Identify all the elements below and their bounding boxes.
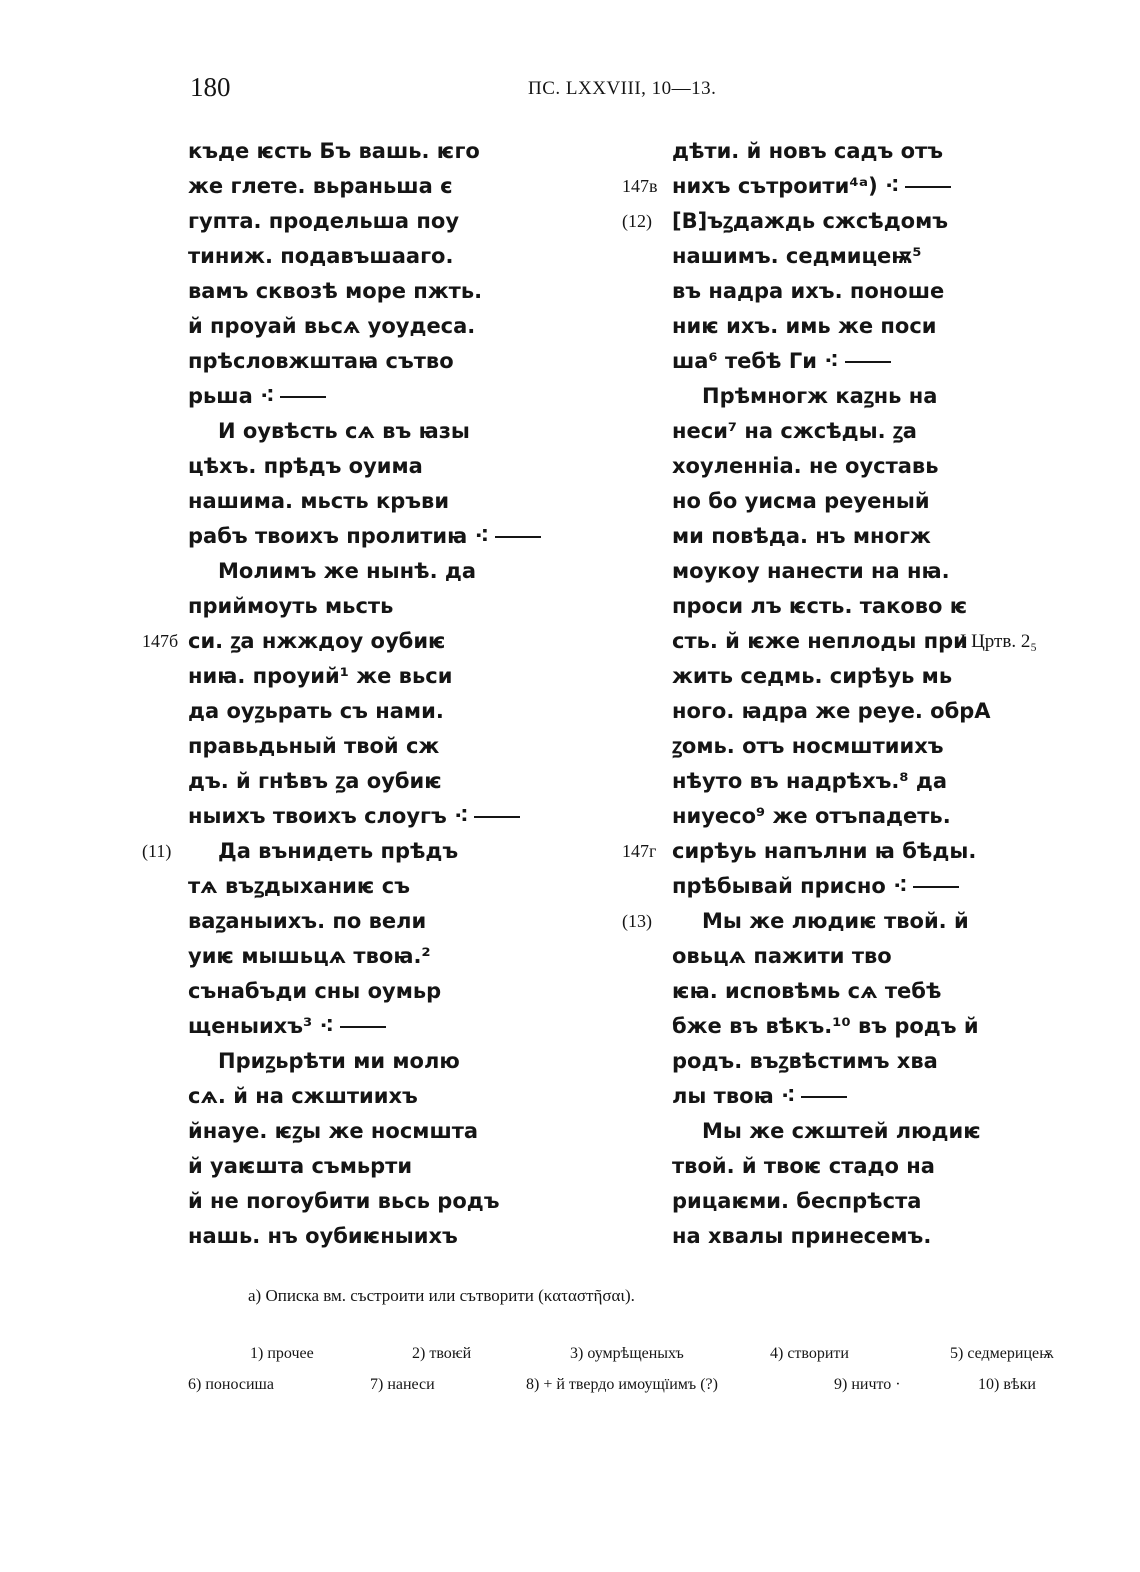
footnote-5: 5) седмерицеѭ xyxy=(950,1345,1055,1362)
verse-text: жить седмь. сирѣуь мь xyxy=(672,664,953,688)
right-column-line xyxy=(672,554,972,589)
verse-text: й уаѥшта съмьрти xyxy=(188,1154,413,1178)
left-column-line xyxy=(188,204,518,239)
right-column-line xyxy=(672,694,991,729)
verse-text: въ надра ихъ. поноше xyxy=(672,279,945,303)
left-column-line xyxy=(188,414,518,449)
verse-text: ныихъ твоихъ слоугъ ⁖ xyxy=(188,804,469,828)
right-column-line xyxy=(672,659,972,694)
verse-text: сть. й ѥже неплоды при xyxy=(672,629,968,653)
right-column-line xyxy=(672,589,972,624)
verse-text: нашима. мьсть кръви xyxy=(188,489,450,513)
left-column-line xyxy=(188,449,518,484)
right-column-line xyxy=(672,484,972,519)
left-column-line xyxy=(188,904,518,939)
right-column-line xyxy=(672,1009,979,1044)
verse-text: нѣуто въ надрѣхъ.⁸ да xyxy=(672,769,948,793)
left-column-line xyxy=(188,484,518,519)
left-column-line xyxy=(188,589,518,624)
verse-text: правьдьный твой сж xyxy=(188,734,440,758)
verse-text: вамъ сквозѣ море пжть. xyxy=(188,279,483,303)
verse-text: проси лъ ѥсть. таково ѥ xyxy=(672,594,968,618)
right-column-line xyxy=(672,764,972,799)
right-column-line xyxy=(672,869,972,904)
footnote-6: 6) поносиша xyxy=(188,1376,274,1393)
left-column-line xyxy=(188,379,518,414)
page-header xyxy=(0,72,1140,112)
verse-text: нихъ сътроити⁴ᵃ) ⁖ xyxy=(672,174,900,198)
footnotes-row-1 xyxy=(188,1345,1068,1373)
end-dash-rule xyxy=(280,396,326,398)
verse-text: й проуай вьсѧ уоудеса. xyxy=(188,314,476,338)
verse-text: прѣбывай присно ⁖ xyxy=(672,874,908,898)
end-dash-rule xyxy=(845,361,891,363)
right-column-line xyxy=(672,309,972,344)
footnote-9: 9) ничто · xyxy=(834,1376,901,1393)
right-text-column xyxy=(622,134,1037,1254)
left-column-line xyxy=(188,344,518,379)
right-column-line xyxy=(672,1149,972,1184)
right-column-line xyxy=(622,904,972,939)
verse-text: йнауе. ѥꙁы же носмшта xyxy=(188,1119,479,1143)
margin-number: 147б xyxy=(142,631,179,651)
right-column-line xyxy=(672,274,972,309)
verse-text: рабъ твоихъ пролитиꙗ ⁖ xyxy=(188,524,489,548)
verse-text: на хвалы принесемъ. xyxy=(672,1224,932,1248)
margin-number: 147г xyxy=(622,841,657,861)
verse-text: ꙁомь. отъ носмштиихъ xyxy=(672,734,944,758)
verse-text: Молимъ же нынѣ. да xyxy=(218,559,477,583)
verse-text: тѧ въꙁдыханиѥ съ xyxy=(188,874,410,898)
running-title: ПС. LXXVIII, 10—13. xyxy=(528,78,717,99)
end-dash-rule xyxy=(905,186,951,188)
verse-text: прѣсловжштаꙗ сътво xyxy=(188,349,454,373)
verse-text: Мы же сжштей людиѥ xyxy=(702,1119,981,1143)
verse-text: Мы же людиѥ твой. й xyxy=(702,909,969,933)
verse-text: гупта. продельша поу xyxy=(188,209,460,233)
footnote-10: 10) вѣки xyxy=(978,1376,1036,1393)
verse-text: да оуꙁьрать съ нами. xyxy=(188,699,444,723)
left-column-line xyxy=(188,1184,518,1219)
verse-text: сънабъди сны оумьр xyxy=(188,979,442,1003)
margin-number: (12) xyxy=(622,211,652,231)
verse-text: ниуесо⁹ же отъпадеть. xyxy=(672,804,951,828)
margin-number: (13) xyxy=(622,911,652,931)
right-column-line xyxy=(672,344,972,379)
verse-text: ша⁶ тебѣ Ги ⁖ xyxy=(672,349,839,373)
right-column-line xyxy=(672,379,972,414)
verse-text: же глете. вьраньша є xyxy=(188,174,453,198)
left-column-line xyxy=(188,309,518,344)
right-column-line xyxy=(622,204,972,239)
footnote-7: 7) нанеси xyxy=(370,1376,435,1393)
verse-text: уиѥ мышьцѧ твоꙗ.² xyxy=(188,944,431,968)
end-dash-rule xyxy=(340,1026,386,1028)
left-column-line xyxy=(188,134,518,169)
verse-text: Приꙁьрѣти ми молю xyxy=(218,1049,460,1073)
verse-text: но бо уисма реуеный xyxy=(672,489,930,513)
right-column-line xyxy=(672,239,972,274)
verse-text: си. ꙁа нжждоу оубиѥ xyxy=(188,629,446,653)
left-column-line xyxy=(188,659,518,694)
verse-text: хоуленніа. не оуставь xyxy=(672,454,939,478)
verse-text: ѥꙗ. исповѣмь сѧ тебѣ xyxy=(672,979,942,1003)
verse-text: овьцѧ пажити тво xyxy=(672,944,892,968)
verse-text: щеныихъ³ ⁖ xyxy=(188,1014,334,1038)
verse-text: родъ. въꙁвѣстимъ хва xyxy=(672,1049,938,1073)
verse-text: къде ѥсть Бъ вашь. ѥго xyxy=(188,139,480,163)
verse-text: бже въ вѣкъ.¹⁰ въ родъ й xyxy=(672,1014,979,1038)
left-column-line xyxy=(188,1079,518,1114)
left-column-line xyxy=(188,1114,518,1149)
verse-text: моукоу нанести на нꙗ. xyxy=(672,559,950,583)
verse-text: И оувѣсть сѧ въ ꙗзы xyxy=(218,419,470,443)
right-column-line xyxy=(672,1079,972,1114)
verse-text: [В]ъꙁдаждь сжсѣдомъ xyxy=(672,209,949,233)
left-column-line xyxy=(188,274,518,309)
cross-reference: I Цртв. 2₅ xyxy=(960,631,1037,652)
left-column-line xyxy=(188,554,518,589)
left-column-line xyxy=(188,799,518,834)
left-column-line xyxy=(188,1219,518,1254)
end-dash-rule xyxy=(474,816,520,818)
right-column-line xyxy=(672,519,972,554)
footnote-4: 4) створити xyxy=(770,1345,849,1362)
verse-text: ваꙁаныихъ. по вели xyxy=(188,909,427,933)
right-column-line xyxy=(672,134,972,169)
left-column-line xyxy=(188,1149,518,1184)
right-column-line xyxy=(672,1219,972,1254)
footnote-3: 3) оумрѣщеныхъ xyxy=(570,1345,684,1362)
end-dash-rule xyxy=(495,536,541,538)
verse-text: й не погоубити вьсь родъ xyxy=(188,1189,500,1213)
verse-text: дѣти. й новъ садъ отъ xyxy=(672,139,943,163)
verse-text: рьша ⁖ xyxy=(188,384,275,408)
verse-text: Прѣмногж каꙁнь на xyxy=(702,384,938,408)
left-column-line xyxy=(188,169,518,204)
right-column-line xyxy=(672,1114,981,1149)
verse-text: приймоуть мьсть xyxy=(188,594,394,618)
verse-text: ниѥ ихъ. имь же поси xyxy=(672,314,937,338)
end-dash-rule xyxy=(913,886,959,888)
left-column-line xyxy=(188,519,518,554)
footnote-2: 2) твоѥй xyxy=(412,1345,472,1362)
right-column-line xyxy=(622,834,977,869)
left-column-line xyxy=(188,239,518,274)
left-column-line xyxy=(142,624,518,659)
verse-text: тиниж. подавъшааго. xyxy=(188,244,454,268)
left-text-column xyxy=(142,134,518,1254)
verse-text: цѣхъ. прѣдъ оуима xyxy=(188,454,423,478)
verse-text: рицаѥми. беспрѣста xyxy=(672,1189,922,1213)
right-column-line xyxy=(672,799,972,834)
verse-text: ми повѣда. нъ многж xyxy=(672,524,931,548)
verse-text: неси⁷ на сжсѣды. ꙁа xyxy=(672,419,917,443)
left-column-line xyxy=(188,1044,518,1079)
left-column-line xyxy=(188,764,518,799)
verse-text: нашь. нъ оубиѥныихъ xyxy=(188,1224,458,1248)
right-column-line xyxy=(672,1184,972,1219)
margin-number: 147в xyxy=(622,176,658,196)
right-column-line xyxy=(672,624,1037,659)
right-column-line xyxy=(672,974,972,1009)
end-dash-rule xyxy=(801,1096,847,1098)
left-column-line xyxy=(188,939,518,974)
verse-text: нашимъ. седмицеѭ⁵ xyxy=(672,244,922,268)
left-column-line xyxy=(188,694,518,729)
verse-text: Да вънидеть прѣдъ xyxy=(218,839,459,863)
verse-text: твой. й твоѥ стадо на xyxy=(672,1154,935,1178)
left-column-line xyxy=(188,729,518,764)
footnote-1: 1) прочее xyxy=(250,1345,314,1362)
verse-text: сирѣуь напълни ꙗ бѣды. xyxy=(672,839,977,863)
verse-text: ного. ꙗдра же реуе. обрА xyxy=(672,699,991,723)
left-column-line xyxy=(188,1009,518,1044)
margin-number: (11) xyxy=(142,841,172,861)
footnotes-row-2 xyxy=(188,1376,1068,1404)
left-column-line xyxy=(188,974,518,1009)
page-number: 180 xyxy=(190,72,231,102)
verse-text: ниꙗ. проуий¹ же вьси xyxy=(188,664,453,688)
verse-text: дъ. й гнѣвъ ꙁа оубиѥ xyxy=(188,769,442,793)
verse-text: лы твоꙗ ⁖ xyxy=(672,1084,796,1108)
footnote-a: а) Описка вм. състроити или сътворити (κατασтῆσαι). xyxy=(248,1286,635,1305)
right-column-line xyxy=(672,729,972,764)
footnote-8: 8) + й твердо имоущїимъ (?) xyxy=(526,1376,718,1393)
right-column-line xyxy=(622,169,972,204)
left-column-line xyxy=(188,869,518,904)
right-column-line xyxy=(672,449,972,484)
right-column-line xyxy=(672,1044,972,1079)
verse-text: сѧ. й на сжштиихъ xyxy=(188,1084,418,1108)
left-column-line xyxy=(142,834,518,869)
right-column-line xyxy=(672,414,972,449)
right-column-line xyxy=(672,939,972,974)
